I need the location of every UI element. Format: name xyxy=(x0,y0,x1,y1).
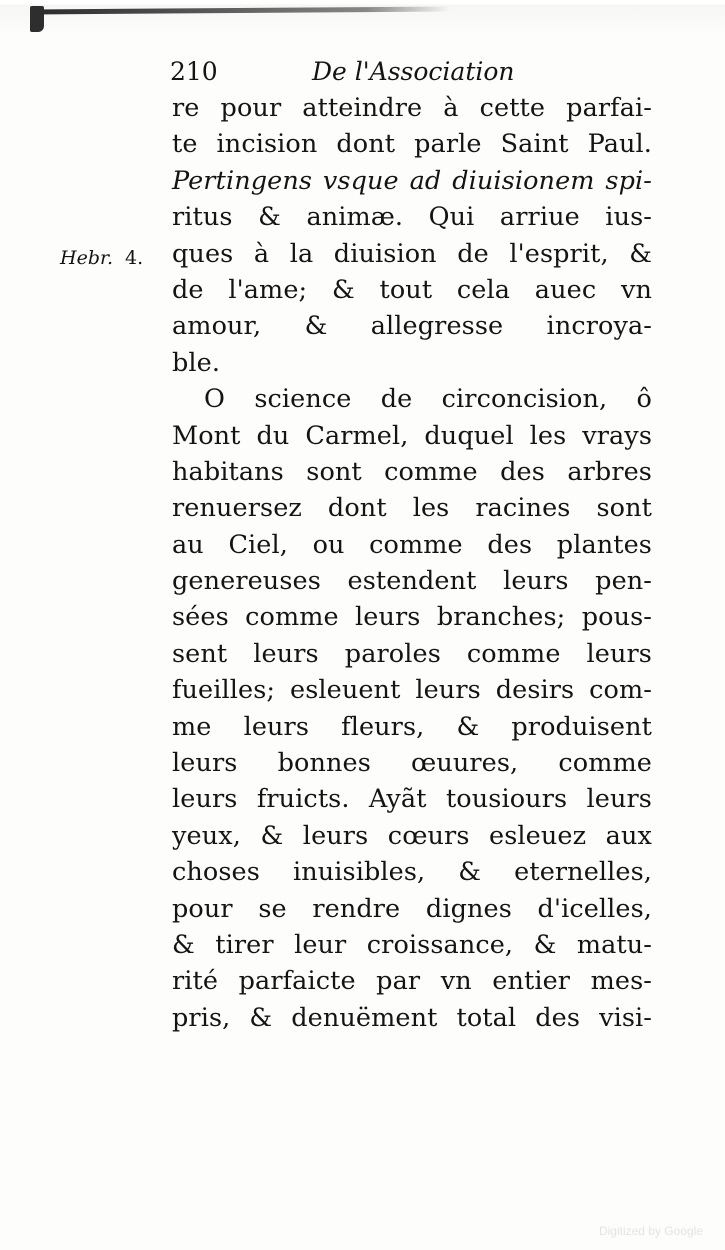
text-line: de l'ame; & tout cela auec vn xyxy=(172,274,652,305)
page-number: 210 xyxy=(170,57,218,86)
text-line: rité parfaicte par vn entier mes- xyxy=(172,966,652,997)
text-line: O science de circoncision, ô xyxy=(204,384,652,415)
top-corner-mark xyxy=(30,6,44,32)
running-title: De l'Association xyxy=(312,57,515,86)
text-line: habitans sont comme des arbres xyxy=(172,456,652,487)
body-text xyxy=(172,90,652,1036)
text-line: au Ciel, ou comme des plantes xyxy=(172,529,652,560)
text-line: yeux, & leurs cœurs esleuez aux xyxy=(172,820,652,851)
page-top-edge xyxy=(0,0,725,34)
margin-reference-number: 4. xyxy=(125,247,144,269)
text-line: Pertingens vsque ad diuisionem spi- xyxy=(172,165,652,196)
text-line: & tirer leur croissance, & matu- xyxy=(172,929,652,960)
text-line: te incision dont parle Saint Paul. xyxy=(172,129,652,160)
text-line: choses inuisibles, & eternelles, xyxy=(172,857,652,888)
text-line: sées comme leurs branches; pous- xyxy=(172,602,652,633)
margin-reference-book: Hebr. xyxy=(60,247,114,269)
text-line: re pour atteindre à cette parfai- xyxy=(172,93,652,123)
text-line: leurs bonnes œuures, comme xyxy=(172,748,652,779)
text-line: leurs fruicts. Ayãt tousiours leurs xyxy=(172,784,652,815)
text-line: pour se rendre dignes d'icelles, xyxy=(172,893,652,924)
text-line: fueilles; esleuent leurs desirs com- xyxy=(172,675,652,706)
text-line: renuersez dont les racines sont xyxy=(172,493,652,524)
text-line: amour, & allegresse incroya- xyxy=(172,311,652,342)
text-line: me leurs fleurs, & produisent xyxy=(172,711,652,742)
text-line: genereuses estendent leurs pen- xyxy=(172,566,652,597)
text-line: ques à la diuision de l'esprit, & xyxy=(172,238,652,269)
text-line: Mont du Carmel, duquel les vrays xyxy=(172,420,652,451)
text-line: pris, & denuëment total des visi- xyxy=(172,1002,652,1033)
margin-reference xyxy=(60,243,143,273)
text-line: sent leurs paroles comme leurs xyxy=(172,638,652,669)
digitization-watermark: Digitized by Google xyxy=(598,1224,703,1238)
text-line: ble. xyxy=(172,347,221,378)
text-line: ritus & animæ. Qui arriue ius- xyxy=(172,202,652,233)
page-header xyxy=(170,54,590,90)
